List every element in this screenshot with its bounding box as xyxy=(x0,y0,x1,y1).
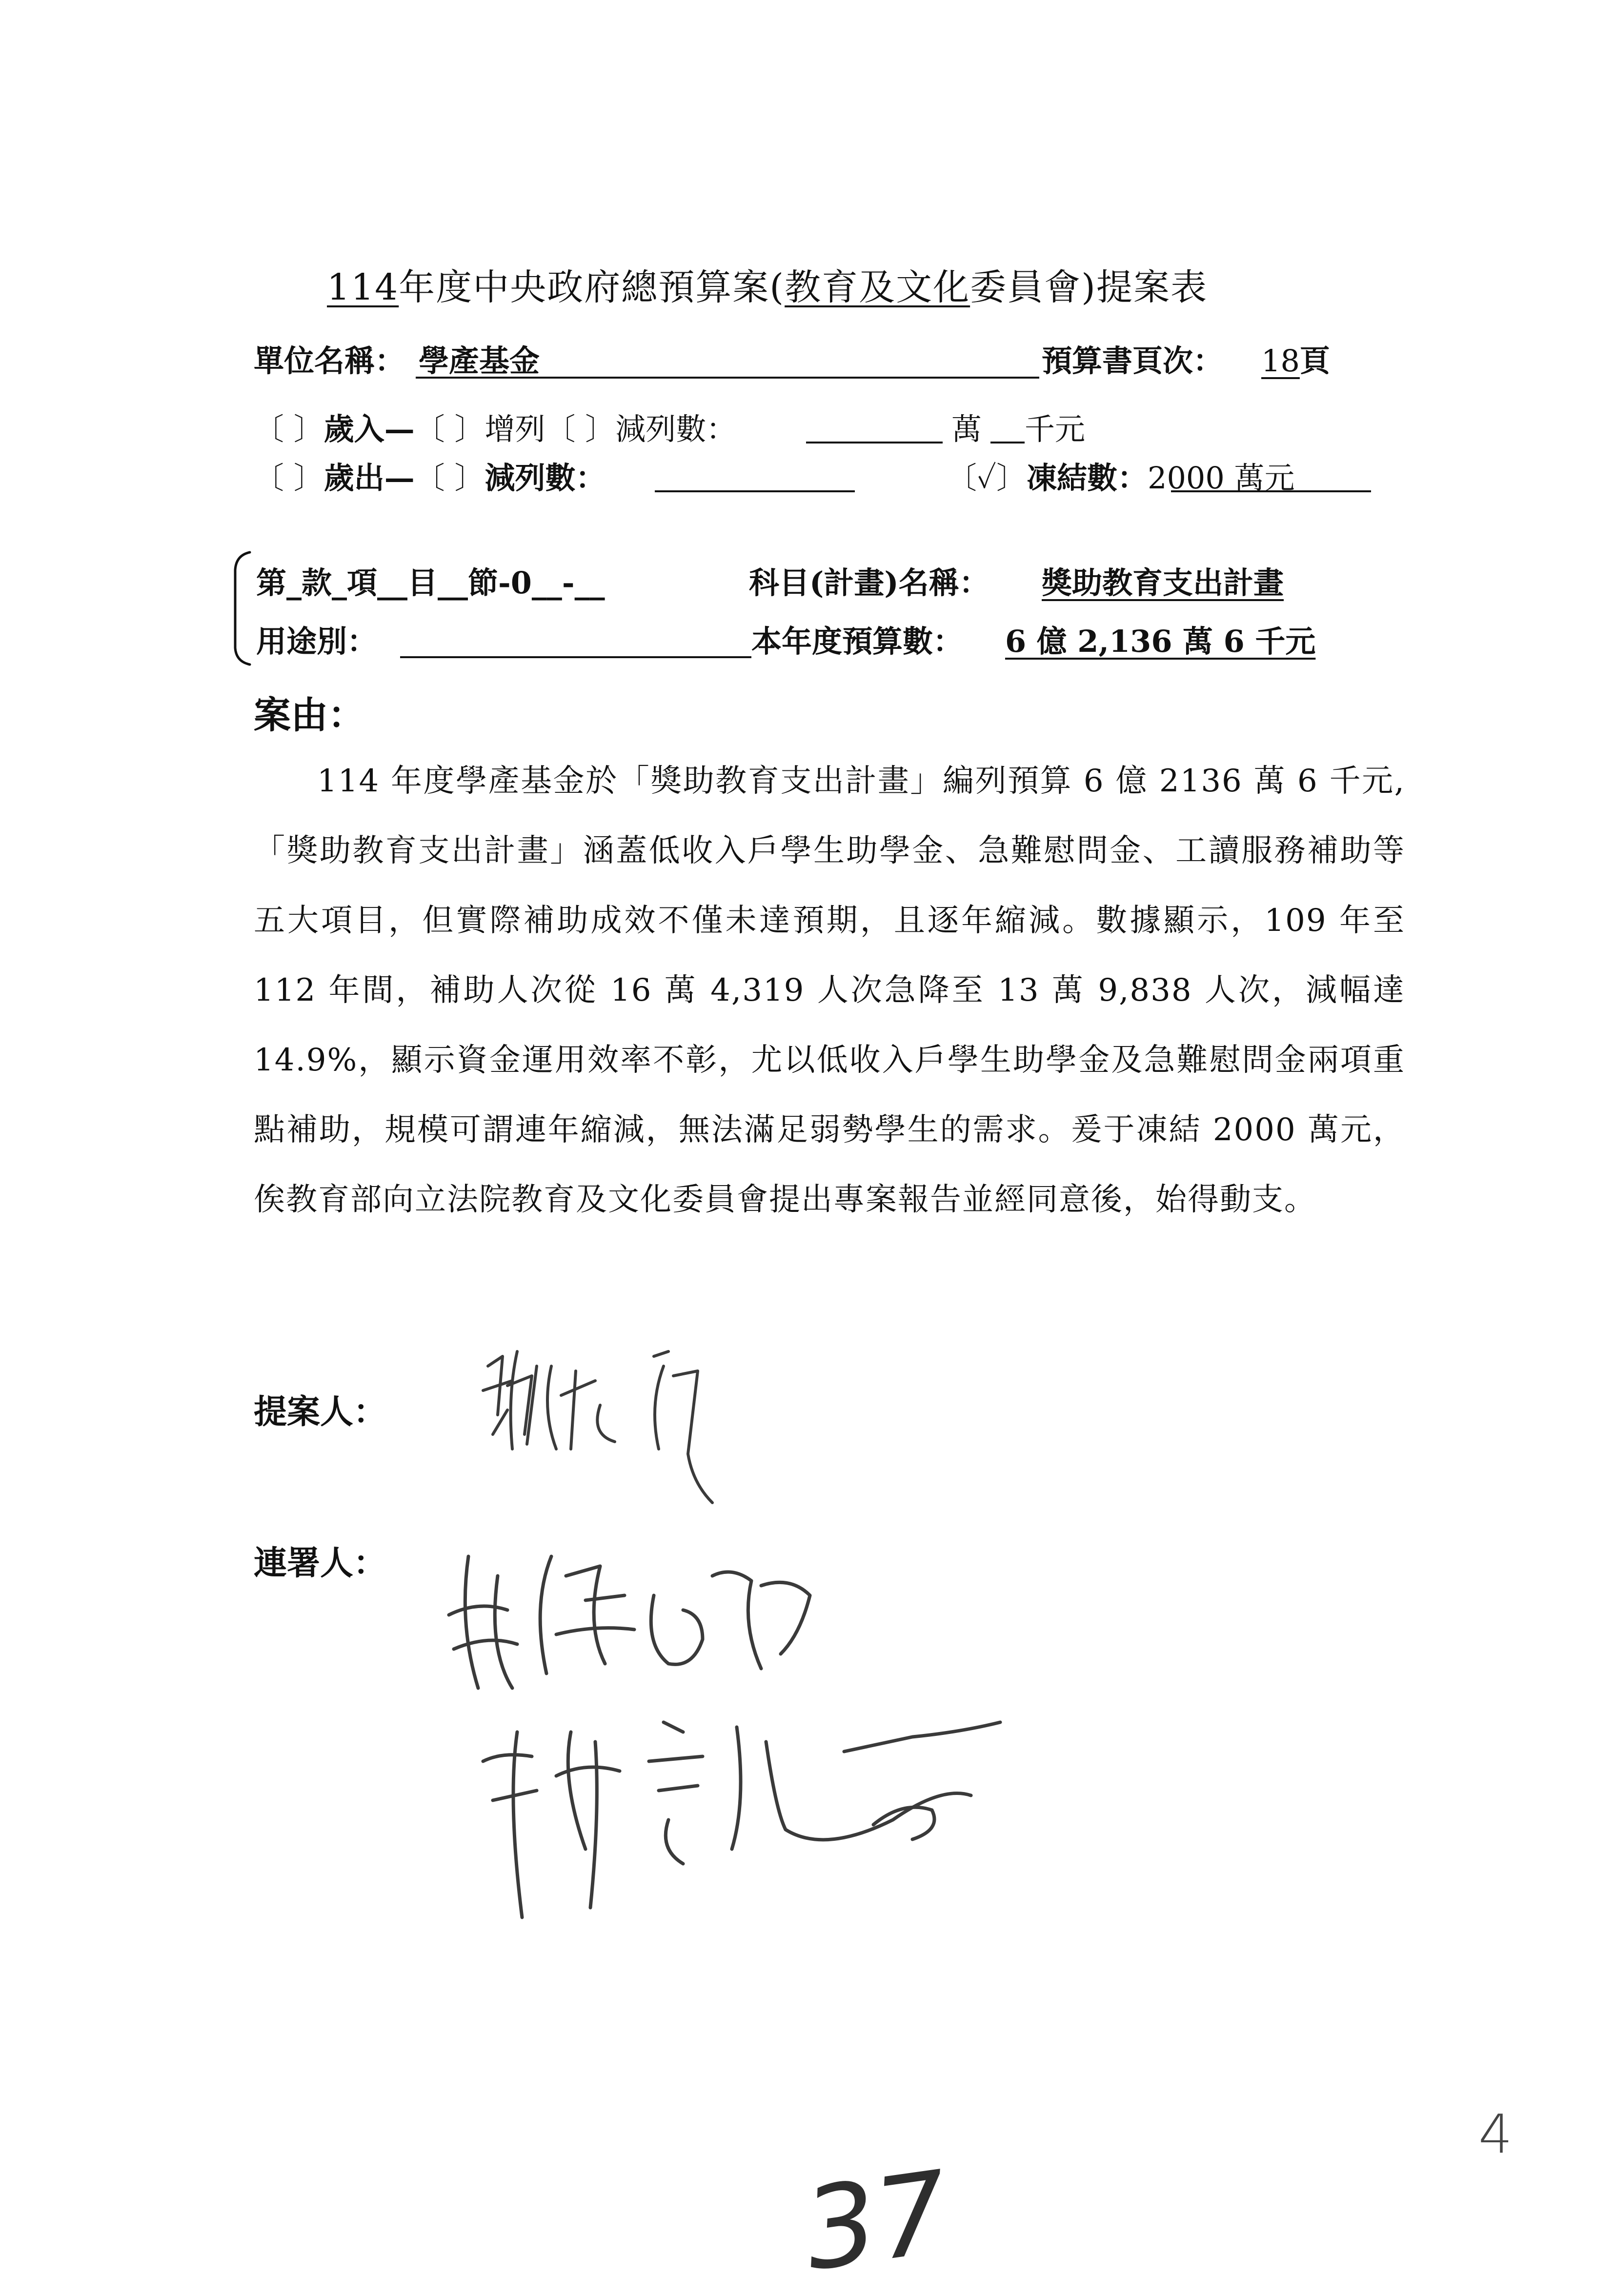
unit-label: 單位名稱： xyxy=(254,343,405,379)
subject-value: 獎助教育支出計畫 xyxy=(1042,565,1284,601)
reason-heading: 案由： xyxy=(254,693,365,737)
handwritten-page-mark: 4 xyxy=(1478,2103,1513,2165)
cosigner-signature-2 xyxy=(473,1703,1034,1937)
page-unit: 頁 xyxy=(1299,343,1330,379)
revenue-line xyxy=(254,405,736,448)
page-label: 預算書頁次： xyxy=(1042,343,1224,379)
expense-line xyxy=(254,454,606,497)
budget-value: 6 億 2,136 萬 6 千元 xyxy=(1005,624,1316,659)
cosigner-label: 連署人： xyxy=(254,1544,387,1583)
expense-decrease-label: 減列數： xyxy=(484,460,606,496)
item-code: 第_款_項__目__節-0__-__ xyxy=(256,565,605,601)
title-year: 114 xyxy=(327,266,399,308)
freeze-value: 2000 萬元 xyxy=(1148,460,1295,496)
handwritten-number: 37 xyxy=(796,2147,956,2296)
budget-label: 本年度預算數： xyxy=(751,624,964,659)
proposer-signature xyxy=(478,1337,751,1522)
item-bracket xyxy=(229,550,259,667)
revenue-box: 〔 〕 xyxy=(254,411,324,447)
subject-label: 科目(計畫)名稱： xyxy=(749,565,989,601)
expense-decrease-box: 〔 〕 xyxy=(414,460,485,496)
usage-label: 用途別： xyxy=(256,624,378,659)
freeze-underline xyxy=(1171,490,1371,492)
reason-body xyxy=(254,746,1405,1235)
expense-amount-line xyxy=(655,490,855,492)
increase-label: 增列 xyxy=(484,411,545,447)
revenue-wan: 萬 xyxy=(951,411,982,447)
proposer-label: 提案人： xyxy=(254,1392,387,1431)
reason-text: 114 年度學產基金於「獎助教育支出計畫」編列預算 6 億 2136 萬 6 千元,「獎助教育支出計畫」涵蓋低收入戶學生助學金、急難慰問金、工讀服務補助等五大項目，但實際補助成效不僅未達預期，且逐年縮減。數據顯示，109 年至 112 年間，補助人次從 16 萬 4,319 人次急降至 13 萬 9,838 人次，減幅達 14.9%，顯示資金運用效率不彰，尤以低收入戶學生助學金及急難慰問金兩項重點補助，規模可謂連年縮減，無法滿足弱勢學生的需求。爰于凍結 2000 萬元，俟教育部向立法院教育及文化委員會提出專案報告並經同意後，始得動支。 xyxy=(254,763,1405,1218)
freeze-checkbox: 〔✓〕 xyxy=(947,460,1027,496)
revenue-amount-line xyxy=(806,442,943,443)
revenue-label: 歲入— xyxy=(323,411,415,447)
title-committee: 教育及文化 xyxy=(785,266,970,308)
freeze-label: 凍結數： xyxy=(1027,460,1148,496)
unit-value: 學產基金 xyxy=(419,343,540,379)
page-value: 18 xyxy=(1261,343,1300,379)
expense-box: 〔 〕 xyxy=(254,460,324,496)
revenue-qian: 千元 xyxy=(1025,411,1086,447)
increase-box: 〔 〕 xyxy=(414,411,485,447)
unit-underline xyxy=(416,377,1039,379)
decrease-box: 〔 〕 xyxy=(545,411,616,447)
expense-label: 歲出— xyxy=(323,460,415,496)
revenue-qian-line xyxy=(990,442,1025,443)
title-prefix: 年度中央政府總預算案( xyxy=(399,266,785,308)
cosigner-signature-1 xyxy=(439,1527,878,1732)
decrease-label: 減列數： xyxy=(615,411,737,447)
page-title xyxy=(327,259,1208,310)
usage-underline xyxy=(400,656,751,658)
title-suffix: 委員會)提案表 xyxy=(970,266,1208,308)
